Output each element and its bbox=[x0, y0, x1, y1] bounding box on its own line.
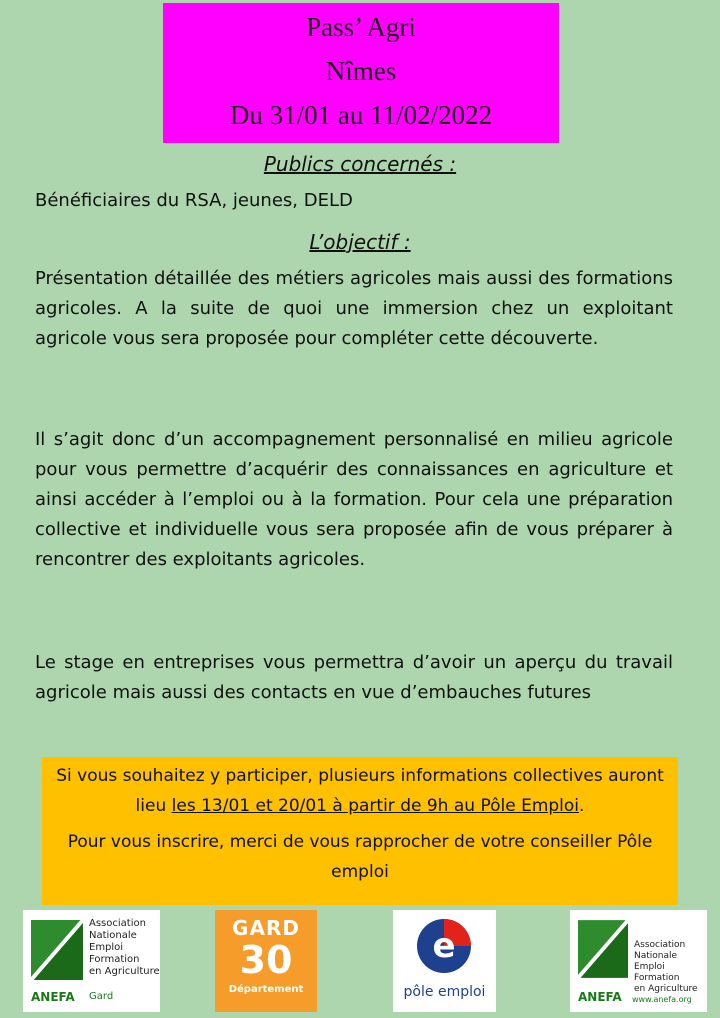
svg-text:e: e bbox=[432, 926, 456, 966]
anefa-gard-tag: Gard bbox=[89, 991, 114, 1002]
info-suffix: . bbox=[579, 796, 585, 816]
anefa-line: Association bbox=[89, 918, 146, 929]
objectif-paragraph-3: Le stage en entreprises vous permettra d’avoir un aperçu du travail agricole mais aussi des contacts en vue d’embauches futures bbox=[35, 652, 673, 703]
anefa-gard-description bbox=[89, 918, 160, 978]
objectif-paragraph-2: Il s’agit donc d’un accompagnement personnalisé en milieu agricole pour vous permettre d’acquérir des connaissances en agriculture et ainsi accéder à l’emploi ou à la formation. Pour cela une préparation collective et individuelle vous sera proposée afin de vous préparer à rencontrer des exploitants agricoles. bbox=[35, 429, 673, 570]
anefa-leaf-icon bbox=[578, 920, 628, 978]
anefa-line: Emploi bbox=[89, 942, 124, 953]
page-title: Pass’ Agri bbox=[306, 12, 416, 42]
objectif-heading: L’objectif : bbox=[309, 230, 411, 254]
anefa-leaf-icon bbox=[31, 920, 83, 980]
gard-label: GARD bbox=[232, 916, 300, 940]
title-box bbox=[163, 3, 559, 143]
anefa-name: ANEFA bbox=[578, 990, 622, 1004]
anefa-line: Formation bbox=[89, 954, 140, 965]
gard-number: 30 bbox=[239, 938, 293, 982]
publics-heading: Publics concernés : bbox=[263, 152, 457, 176]
pole-emploi-logo bbox=[393, 910, 496, 1012]
anefa-gard-logo bbox=[23, 910, 160, 1012]
gard-sub-label: Département bbox=[228, 984, 304, 995]
pole-emploi-icon bbox=[393, 910, 496, 980]
info-paragraph-1 bbox=[42, 757, 678, 821]
anefa-line: en Agriculture bbox=[89, 966, 160, 977]
info-dates-underlined: les 13/01 et 20/01 à partir de 9h au Pôle Emploi bbox=[171, 796, 580, 816]
gard-departement-logo bbox=[215, 910, 317, 1012]
info-prefix: Si vous souhaitez y participer, plusieurs informations collectives auront lieu bbox=[56, 766, 664, 816]
anefa-line: en Agriculture bbox=[634, 984, 698, 994]
info-box bbox=[42, 757, 678, 905]
anefa-line: Nationale bbox=[89, 930, 137, 941]
info-paragraph-2: Pour vous inscrire, merci de vous rapprocher de votre conseiller Pôle emploi bbox=[67, 832, 653, 882]
pole-emploi-label: pôle emploi bbox=[403, 984, 486, 1000]
anefa-name: ANEFA bbox=[31, 990, 75, 1004]
dates-label: Du 31/01 au 11/02/2022 bbox=[229, 100, 493, 130]
anefa-line: Association bbox=[634, 940, 686, 950]
city-label: Nîmes bbox=[325, 56, 397, 86]
publics-text: Bénéficiaires du RSA, jeunes, DELD bbox=[35, 190, 353, 211]
anefa-line: Emploi Formation bbox=[634, 962, 680, 983]
anefa-website: www.anefa.org bbox=[632, 995, 692, 1004]
anefa-national-description bbox=[634, 940, 707, 995]
objectif-paragraph-1: Présentation détaillée des métiers agricoles mais aussi des formations agricoles. A la suite de quoi une immersion chez un exploitant agricole vous sera proposée pour compléter cette découverte. bbox=[35, 268, 673, 349]
anefa-national-logo bbox=[570, 910, 707, 1012]
anefa-line: Nationale bbox=[634, 951, 678, 961]
